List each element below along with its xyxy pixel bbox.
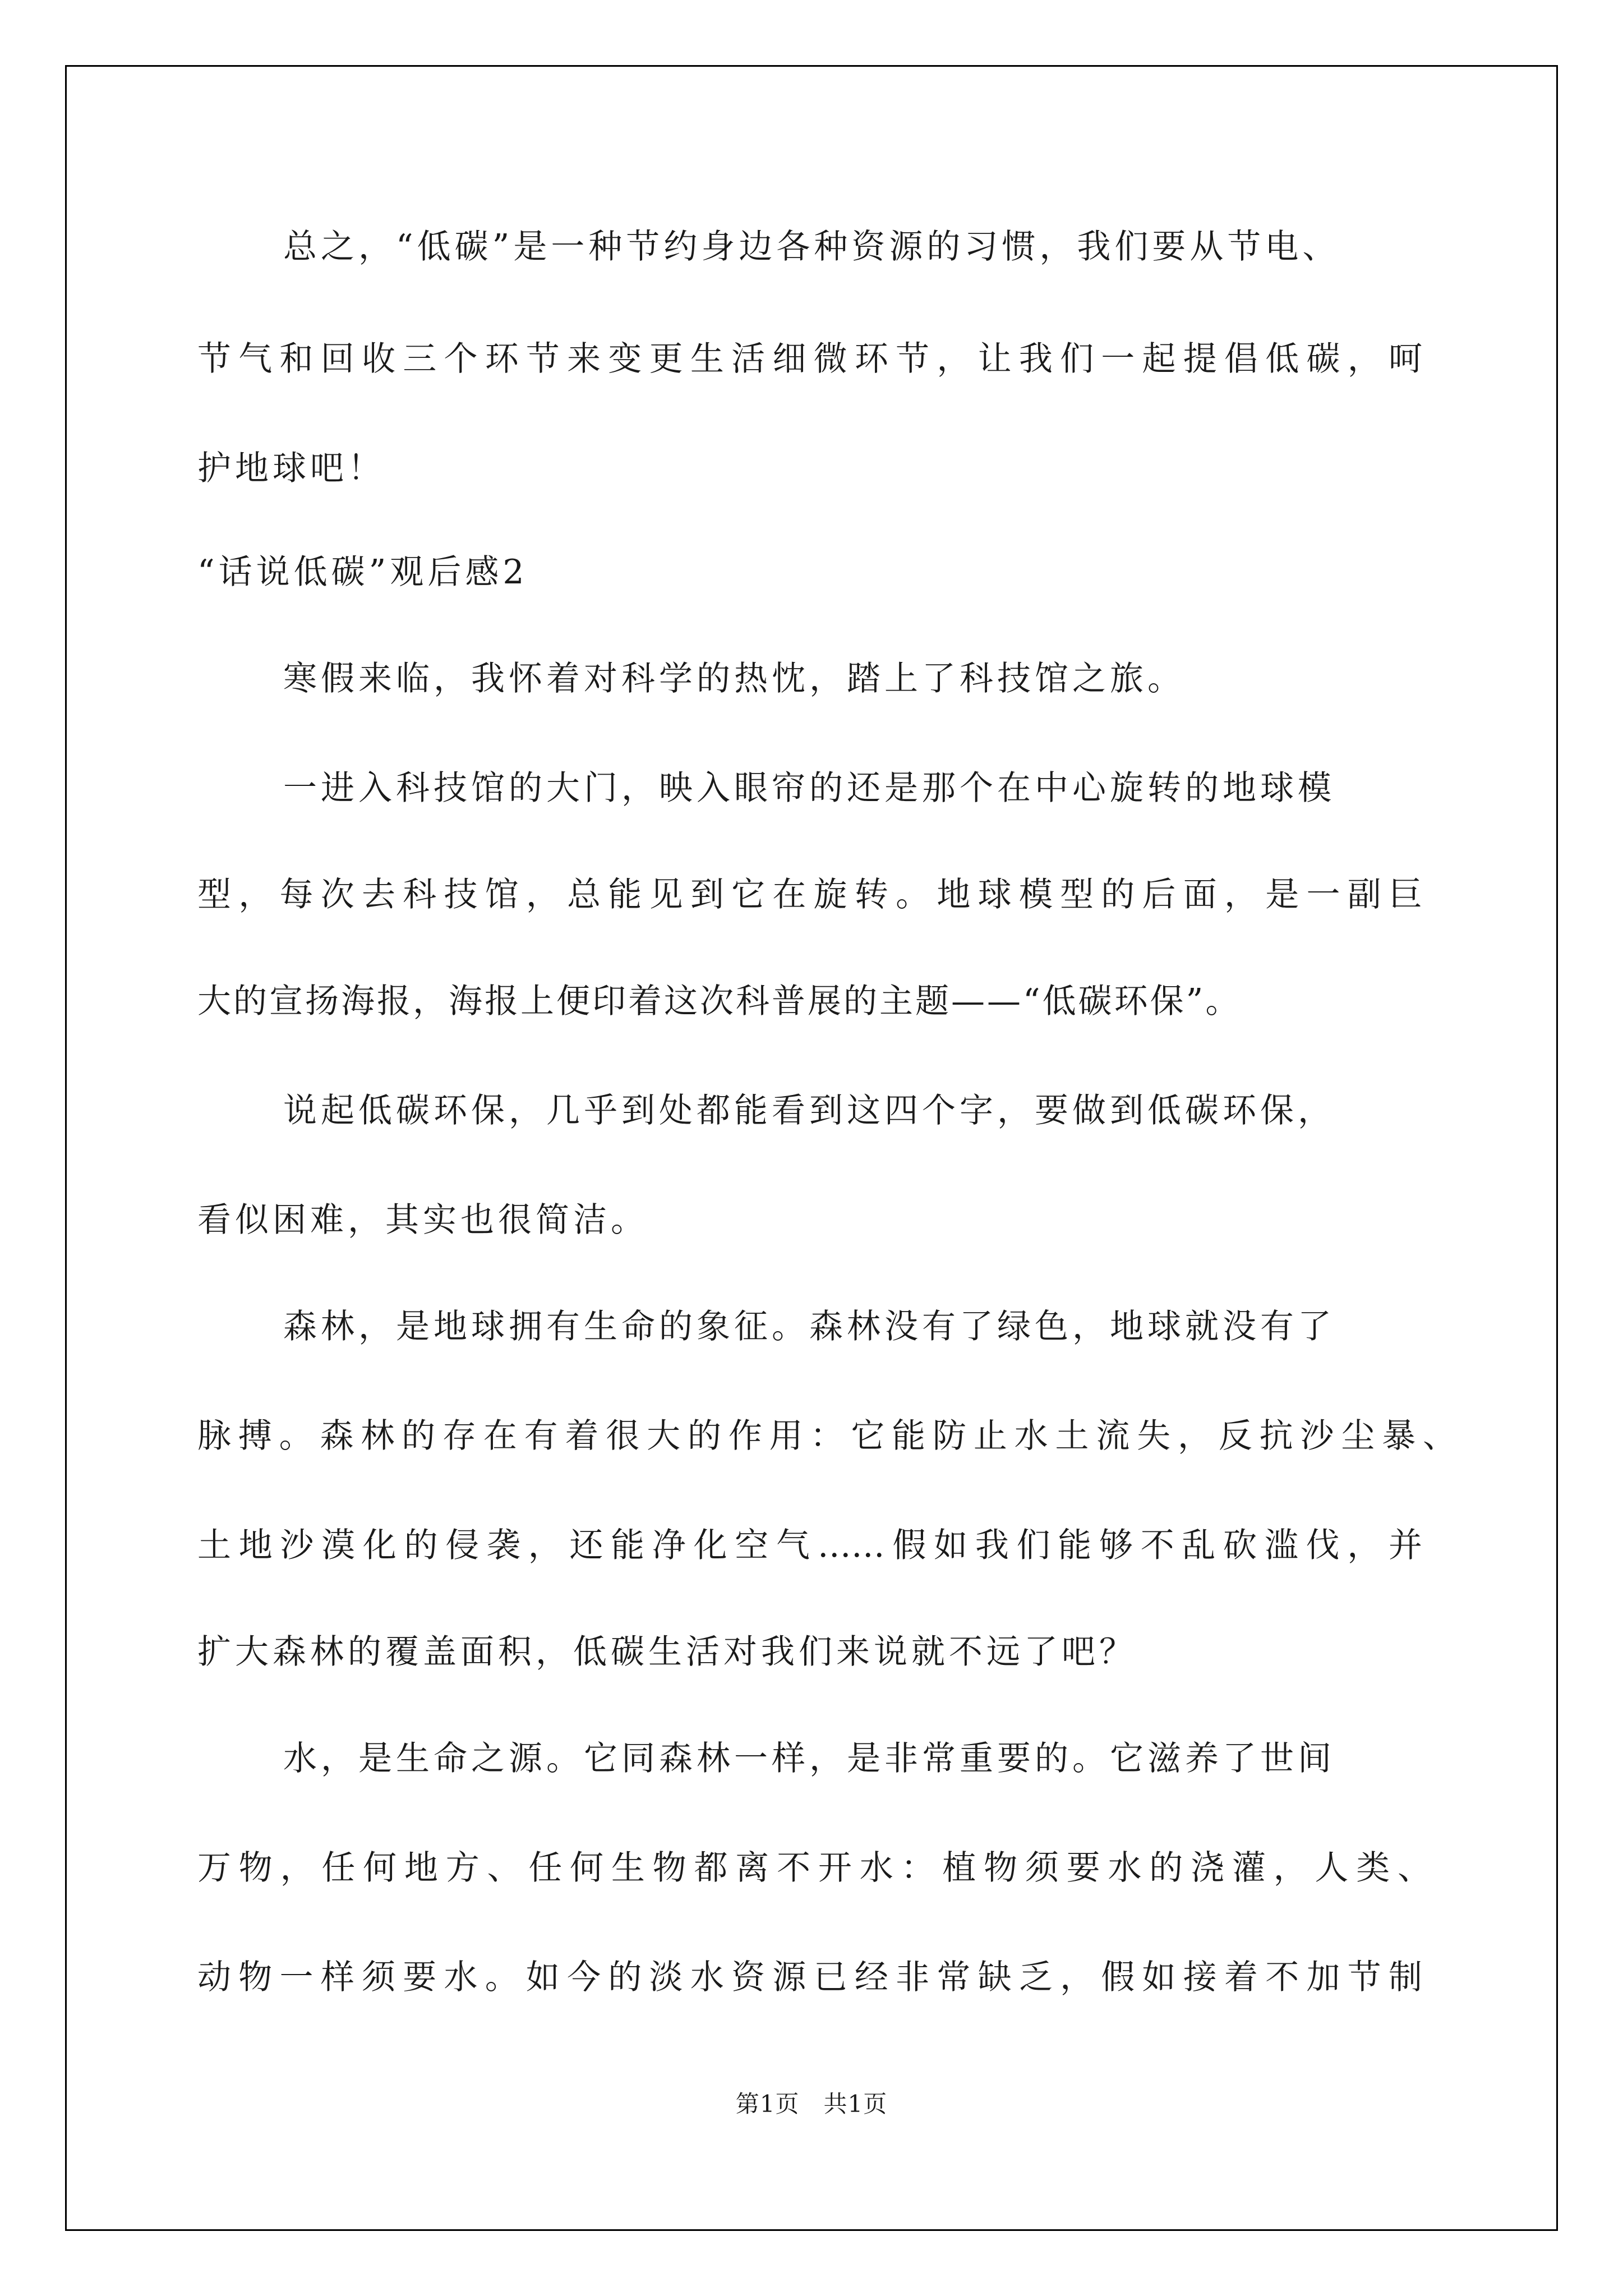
text-line: 森林，是地球拥有生命的象征。森林没有了绿色，地球就没有了 <box>283 1307 1335 1346</box>
text-line: 一进入科技馆的大门，映入眼帘的还是那个在中心旋转的地球模 <box>283 769 1335 808</box>
text-line: 总之，“低碳”是一种节约身边各种资源的习惯，我们要从节电、 <box>283 227 1340 266</box>
text-line: 水，是生命之源。它同森林一样，是非常重要的。它滋养了世间 <box>283 1739 1335 1778</box>
page-border <box>65 65 1558 2231</box>
text-line: 万物，任何地方、任何生物都离不开水：植物须要水的浇灌，人类、 <box>197 1848 1431 1888</box>
text-line: 说起低碳环保，几乎到处都能看到这四个字，要做到低碳环保， <box>283 1091 1335 1130</box>
text-line: 寒假来临，我怀着对科学的热忱，踏上了科技馆之旅。 <box>283 659 1185 698</box>
text-line: 扩大森林的覆盖面积，低碳生活对我们来说就不远了吧？ <box>197 1632 1137 1672</box>
text-line: 节气和回收三个环节来变更生活细微环节，让我们一起提倡低碳，呵 <box>197 339 1422 379</box>
text-line: 土地沙漠化的侵袭，还能净化空气……假如我们能够不乱砍滥伐，并 <box>197 1526 1422 1565</box>
text-line: 型，每次去科技馆，总能见到它在旋转。地球模型的后面，是一副巨 <box>197 875 1422 914</box>
page-number-footer: 第1页 共1页 <box>735 2090 888 2118</box>
text-line: 大的宣扬海报，海报上便印着这次科普展的主题——“低碳环保”。 <box>197 982 1242 1021</box>
text-line: 脉搏。森林的存在有着很大的作用：它能防止水土流失，反抗沙尘暴、 <box>197 1416 1456 1456</box>
text-line: 动物一样须要水。如今的淡水资源已经非常缺乏，假如接着不加节制 <box>197 1958 1422 1997</box>
section-heading: “话说低碳”观后感2 <box>197 553 528 592</box>
text-line: 看似困难，其实也很简洁。 <box>197 1200 648 1240</box>
text-line: 护地球吧！ <box>197 449 385 488</box>
